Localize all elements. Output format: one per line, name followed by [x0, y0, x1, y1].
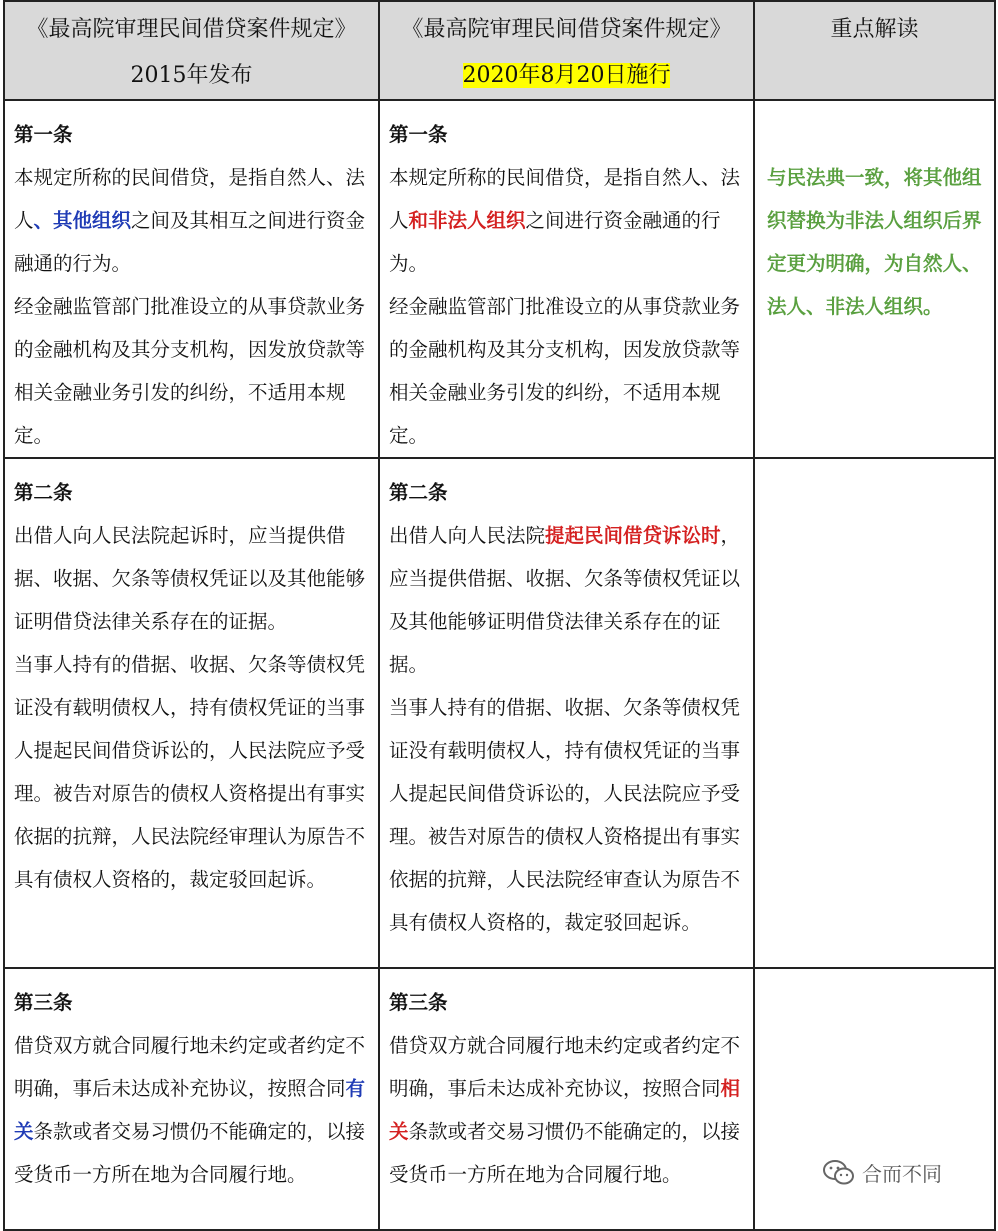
article-title: 第三条: [14, 991, 73, 1014]
old-article-3: [4, 968, 379, 1230]
article-title: 第一条: [14, 123, 73, 146]
table-row: [4, 100, 995, 458]
article-paragraph: 当事人持有的借据、收据、欠条等债权凭证没有载明债权人，持有债权凭证的当事人提起民间借贷诉讼的，人民法院应予受理。被告对原告的债权人资格提出有事实依据的抗辩，人民法院经审查认为原告不具有债权人资格的，裁定驳回起诉。: [389, 696, 741, 934]
new-article-3: [379, 968, 754, 1230]
article-paragraph: 本规定所称的民间借贷，是指自然人、法人和非法人组织之间进行资金融通的行为。: [389, 166, 741, 275]
interpretation-3: [754, 968, 995, 1230]
effective-date-highlight: 2020年8月20日施行: [462, 63, 671, 88]
comparison-table: [3, 0, 996, 1231]
watermark: [822, 1158, 942, 1187]
old-article-2: [4, 458, 379, 968]
article-title: 第二条: [14, 481, 73, 504]
article-paragraph: 出借人向人民法院提起民间借贷诉讼时，应当提供借据、收据、欠条等债权凭证以及其他能够证明借贷法律关系存在的证据。: [389, 524, 741, 676]
article-paragraph: 经金融监管部门批准设立的从事贷款业务的金融机构及其分支机构，因发放贷款等相关金融业务引发的纠纷，不适用本规定。: [14, 295, 366, 447]
wechat-icon: [822, 1159, 856, 1187]
new-article-2: [379, 458, 754, 968]
header-new-rule: 《最高院审理民间借贷案件规定》2020年8月20日施行: [379, 1, 754, 100]
article-paragraph: 本规定所称的民间借贷，是指自然人、法人、其他组织之间及其相互之间进行资金融通的行为。: [14, 166, 366, 275]
article-paragraph: 当事人持有的借据、收据、欠条等债权凭证没有载明债权人，持有债权凭证的当事人提起民间借贷诉讼的，人民法院应予受理。被告对原告的债权人资格提出有事实依据的抗辩，人民法院经审理认为原告不具有债权人资格的，裁定驳回起诉。: [14, 653, 366, 891]
header-row: [4, 1, 995, 100]
watermark-text: 合而不同: [862, 1162, 942, 1186]
table-row: [4, 968, 995, 1230]
header-interpretation: 重点解读: [754, 1, 995, 100]
interpretation-text: 与民法典一致，将其他组织替换为非法人组织后界定更为明确，为自然人、法人、非法人组织。: [767, 166, 982, 318]
article-title: 第二条: [389, 481, 448, 504]
header-old-rule: 《最高院审理民间借贷案件规定》2015年发布: [4, 1, 379, 100]
article-title: 第一条: [389, 123, 448, 146]
table-row: [4, 458, 995, 968]
interpretation-2: [754, 458, 995, 968]
article-paragraph: 借贷双方就合同履行地未约定或者约定不明确，事后未达成补充协议，按照合同相关条款或者交易习惯仍不能确定的，以接受货币一方所在地为合同履行地。: [389, 1034, 741, 1186]
article-paragraph: 出借人向人民法院起诉时，应当提供借据、收据、欠条等债权凭证以及其他能够证明借贷法律关系存在的证据。: [14, 524, 366, 633]
article-paragraph: 经金融监管部门批准设立的从事贷款业务的金融机构及其分支机构，因发放贷款等相关金融业务引发的纠纷，不适用本规定。: [389, 295, 741, 447]
old-article-1: [4, 100, 379, 458]
interpretation-1: [754, 100, 995, 458]
article-title: 第三条: [389, 991, 448, 1014]
article-paragraph: 借贷双方就合同履行地未约定或者约定不明确，事后未达成补充协议，按照合同有关条款或者交易习惯仍不能确定的，以接受货币一方所在地为合同履行地。: [14, 1034, 366, 1186]
new-article-1: [379, 100, 754, 458]
